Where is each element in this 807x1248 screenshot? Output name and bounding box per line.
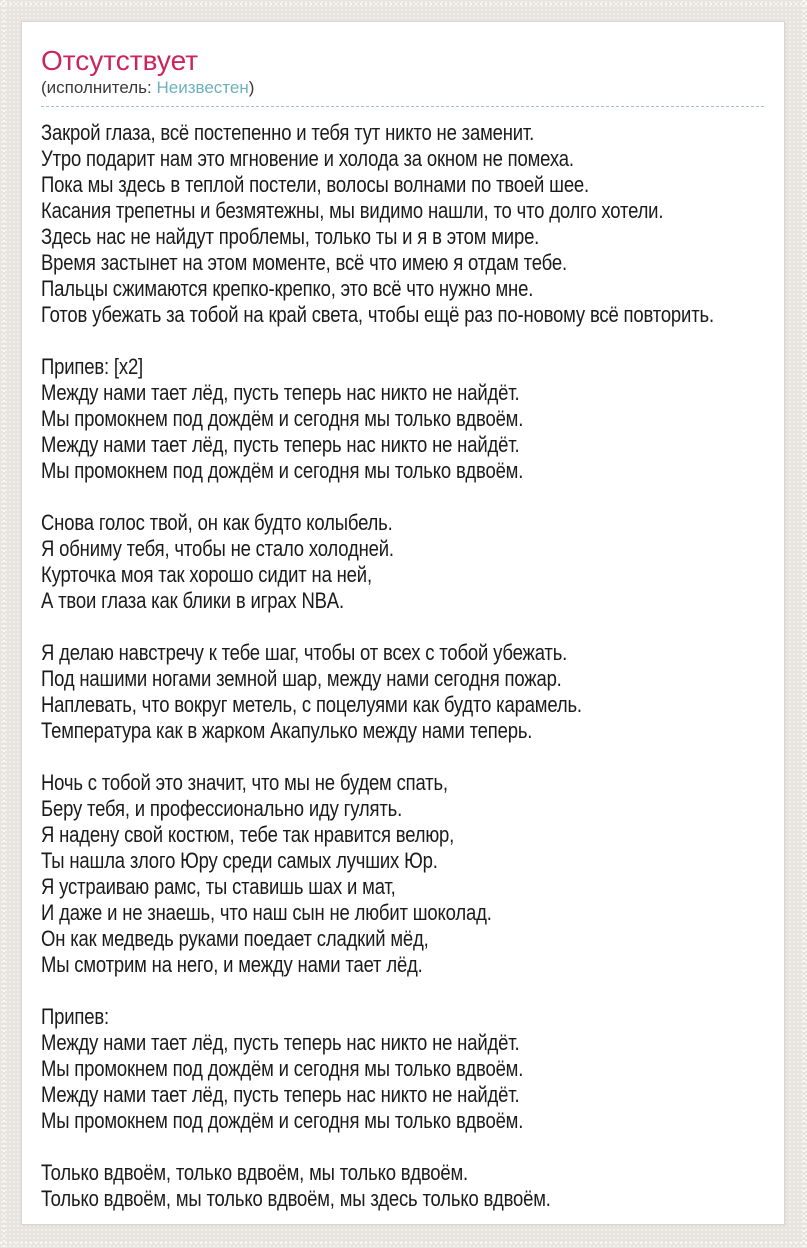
lyric-line: Между нами тает лёд, пусть теперь нас никто не найдёт. <box>41 380 520 405</box>
lyric-line: Я надену свой костюм, тебе так нравится велюр, <box>41 822 455 847</box>
dotted-border-right-icon <box>803 0 805 1248</box>
lyrics-text <box>41 120 764 1212</box>
lyric-line: Пальцы сжимаются крепко-крепко, это всё что нужно мне. <box>41 276 534 301</box>
lyric-line: Касания трепетны и безмятежны, мы видимо нашли, то что долго хотели. <box>41 198 664 223</box>
lyric-line: Под нашими ногами земной шар, между нами сегодня пожар. <box>41 666 562 691</box>
lyric-line: Закрой глаза, всё постепенно и тебя тут никто не заменит. <box>41 120 535 145</box>
lyric-line: Припев: <box>41 1004 109 1029</box>
lyric-line: Ночь с тобой это значит, что мы не будем спать, <box>41 770 448 795</box>
lyric-line: Наплевать, что вокруг метель, с поцелуями как будто карамель. <box>41 692 582 717</box>
lyric-line: Только вдвоём, мы только вдвоём, мы здесь только вдвоём. <box>41 1186 551 1211</box>
song-header <box>41 46 764 107</box>
artist-label-prefix: (исполнитель: <box>41 78 157 97</box>
lyric-line: И даже и не знаешь, что наш сын не любит шоколад. <box>41 900 492 925</box>
lyric-blank-line <box>41 978 764 1004</box>
lyric-line: Мы промокнем под дождём и сегодня мы только вдвоём. <box>41 1108 524 1133</box>
dotted-border-bottom-icon <box>0 1242 807 1244</box>
page-title: Отсутствует <box>41 45 199 76</box>
lyric-line: Мы промокнем под дождём и сегодня мы только вдвоём. <box>41 406 524 431</box>
artist-label-suffix: ) <box>248 78 255 97</box>
lyric-line: Припев: [x2] <box>41 354 144 379</box>
lyric-line: Он как медведь руками поедает сладкий мёд, <box>41 926 429 951</box>
lyric-line: Беру тебя, и профессионально иду гулять. <box>41 796 403 821</box>
lyric-blank-line <box>41 1134 764 1160</box>
lyric-blank-line <box>41 744 764 770</box>
lyric-line: Мы смотрим на него, и между нами тает лёд. <box>41 952 423 977</box>
lyric-line: Я обниму тебя, чтобы не стало холодней. <box>41 536 394 561</box>
lyric-line: Готов убежать за тобой на край света, чтобы ещё раз по-новому всё повторить. <box>41 302 714 327</box>
lyric-line: Здесь нас не найдут проблемы, только ты и я в этом мире. <box>41 224 540 249</box>
lyric-line: Курточка моя так хорошо сидит на ней, <box>41 562 372 587</box>
lyric-line: Температура как в жарком Акапулько между нами теперь. <box>41 718 533 743</box>
artist-line <box>41 79 764 97</box>
lyric-line: А твои глаза как блики в играх NBA. <box>41 588 344 613</box>
lyric-line: Снова голос твой, он как будто колыбель. <box>41 510 393 535</box>
lyric-line: Я устраиваю рамс, ты ставишь шах и мат, <box>41 874 396 899</box>
lyric-line: Утро подарит нам это мгновение и холода за окном не помеха. <box>41 146 574 171</box>
lyric-line: Между нами тает лёд, пусть теперь нас никто не найдёт. <box>41 1030 520 1055</box>
lyric-blank-line <box>41 614 764 640</box>
lyric-line: Мы промокнем под дождём и сегодня мы только вдвоём. <box>41 458 524 483</box>
artist-link[interactable]: Неизвестен <box>156 78 249 97</box>
dotted-border-left-icon <box>3 0 5 1248</box>
lyric-line: Я делаю навстречу к тебе шаг, чтобы от всех с тобой убежать. <box>41 640 568 665</box>
dotted-border-top-icon <box>0 3 807 5</box>
lyric-line: Пока мы здесь в теплой постели, волосы волнами по твоей шее. <box>41 172 590 197</box>
lyrics-card <box>21 21 785 1225</box>
lyric-blank-line <box>41 328 764 354</box>
lyric-blank-line <box>41 484 764 510</box>
lyric-line: Ты нашла злого Юру среди самых лучших Юр. <box>41 848 438 873</box>
lyric-line: Время застынет на этом моменте, всё что имею я отдам тебе. <box>41 250 567 275</box>
lyric-line: Только вдвоём, только вдвоём, мы только вдвоём. <box>41 1160 469 1185</box>
lyric-line: Мы промокнем под дождём и сегодня мы только вдвоём. <box>41 1056 524 1081</box>
lyric-line: Между нами тает лёд, пусть теперь нас никто не найдёт. <box>41 432 520 457</box>
lyric-line: Между нами тает лёд, пусть теперь нас никто не найдёт. <box>41 1082 520 1107</box>
